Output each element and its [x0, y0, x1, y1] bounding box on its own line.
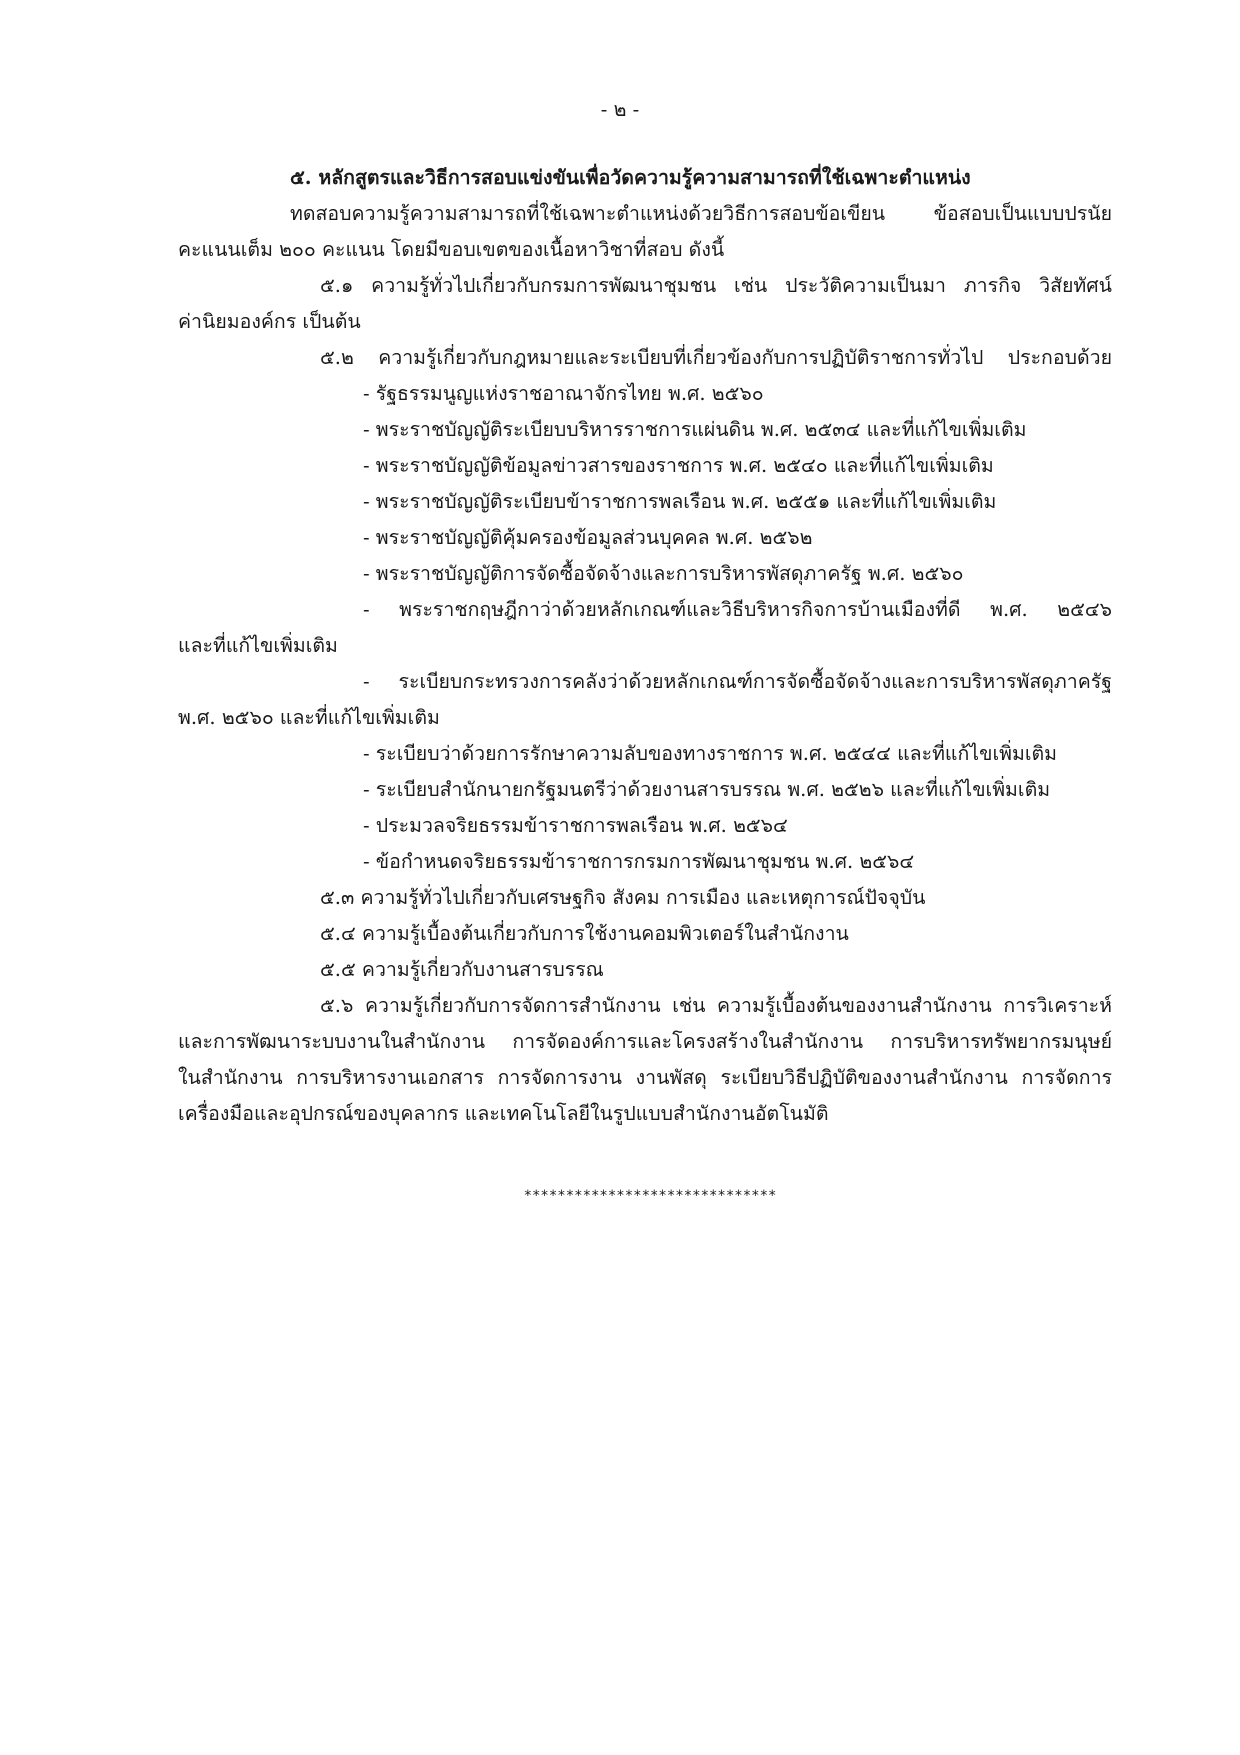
item-5-6-line-4: เครื่องมือและอุปกรณ์ของบุคลากร และเทคโนโลยีในรูปแบบสำนักงานอัตโนมัติ	[178, 1102, 829, 1125]
law-item: - รัฐธรรมนูญแห่งราชอาณาจักรไทย พ.ศ. ๒๕๖๐	[363, 382, 764, 405]
item-5-5: ๕.๕ ความรู้เกี่ยวกับงานสารบรรณ	[320, 958, 604, 981]
item-5-1-line-1: ๕.๑ ความรู้ทั่วไปเกี่ยวกับกรมการพัฒนาชุมชน เช่น ประวัติความเป็นมา ภารกิจ วิสัยทัศน์	[320, 274, 1112, 297]
item-5-6-line-2: และการพัฒนาระบบงานในสำนักงาน การจัดองค์การและโครงสร้างในสำนักงาน การบริหารทรัพยากรมนุษย์	[178, 1030, 1112, 1053]
law-item: - ระเบียบกระทรวงการคลังว่าด้วยหลักเกณฑ์การจัดซื้อจัดจ้างและการบริหารพัสดุภาครัฐ	[363, 670, 1112, 693]
law-item: - พระราชบัญญัติการจัดซื้อจัดจ้างและการบริหารพัสดุภาครัฐ พ.ศ. ๒๕๖๐	[363, 562, 964, 585]
law-item-continuation: พ.ศ. ๒๕๖๐ และที่แก้ไขเพิ่มเติม	[178, 706, 440, 729]
intro-line-1: ทดสอบความรู้ความสามารถที่ใช้เฉพาะตำแหน่งด้วยวิธีการสอบข้อเขียน ข้อสอบเป็นแบบปรนัย	[290, 202, 1112, 225]
item-5-6-line-1: ๕.๖ ความรู้เกี่ยวกับการจัดการสำนักงาน เช่น ความรู้เบื้องต้นของงานสำนักงาน การวิเคราะห์	[320, 994, 1112, 1017]
law-item-continuation: และที่แก้ไขเพิ่มเติม	[178, 634, 338, 657]
law-item: - พระราชกฤษฎีกาว่าด้วยหลักเกณฑ์และวิธีบริหารกิจการบ้านเมืองที่ดี พ.ศ. ๒๕๔๖	[363, 598, 1112, 621]
law-item: - พระราชบัญญัติข้อมูลข่าวสารของราชการ พ.ศ. ๒๕๔๐ และที่แก้ไขเพิ่มเติม	[363, 454, 994, 477]
law-item: - ระเบียบสำนักนายกรัฐมนตรีว่าด้วยงานสารบรรณ พ.ศ. ๒๕๒๖ และที่แก้ไขเพิ่มเติม	[363, 778, 1051, 801]
law-item: - พระราชบัญญัติระเบียบบริหารราชการแผ่นดิน พ.ศ. ๒๕๓๔ และที่แก้ไขเพิ่มเติม	[363, 418, 1027, 441]
end-separator: ******************************	[523, 1188, 777, 1204]
law-item: - พระราชบัญญัติระเบียบข้าราชการพลเรือน พ.ศ. ๒๕๕๑ และที่แก้ไขเพิ่มเติม	[363, 490, 997, 513]
page-number: - ๒ -	[600, 98, 640, 121]
law-item: - ระเบียบว่าด้วยการรักษาความลับของทางราชการ พ.ศ. ๒๕๔๔ และที่แก้ไขเพิ่มเติม	[363, 742, 1058, 765]
law-item: - ประมวลจริยธรรมข้าราชการพลเรือน พ.ศ. ๒๕๖๔	[363, 814, 788, 837]
intro-line-2: คะแนนเต็ม ๒๐๐ คะแนน โดยมีขอบเขตของเนื้อหาวิชาที่สอบ ดังนี้	[178, 238, 725, 261]
item-5-3: ๕.๓ ความรู้ทั่วไปเกี่ยวกับเศรษฐกิจ สังคม การเมือง และเหตุการณ์ปัจจุบัน	[320, 886, 926, 909]
law-item: - พระราชบัญญัติคุ้มครองข้อมูลส่วนบุคคล พ.ศ. ๒๕๖๒	[363, 526, 813, 549]
item-5-6-line-3: ในสำนักงาน การบริหารงานเอกสาร การจัดการงาน งานพัสดุ ระเบียบวิธีปฏิบัติของงานสำนักงาน การจัดการ	[178, 1066, 1112, 1089]
item-5-1-line-2: ค่านิยมองค์กร เป็นต้น	[178, 310, 361, 333]
item-5-4: ๕.๔ ความรู้เบื้องต้นเกี่ยวกับการใช้งานคอมพิวเตอร์ในสำนักงาน	[320, 922, 849, 945]
law-item: - ข้อกำหนดจริยธรรมข้าราชการกรมการพัฒนาชุมชน พ.ศ. ๒๕๖๔	[363, 850, 915, 873]
item-5-2-heading: ๕.๒ ความรู้เกี่ยวกับกฎหมายและระเบียบที่เกี่ยวข้องกับการปฏิบัติราชการทั่วไป ประกอบด้วย	[320, 346, 1112, 369]
section-heading: ๕. หลักสูตรและวิธีการสอบแข่งขันเพื่อวัดความรู้ความสามารถที่ใช้เฉพาะตำแหน่ง	[290, 166, 971, 189]
